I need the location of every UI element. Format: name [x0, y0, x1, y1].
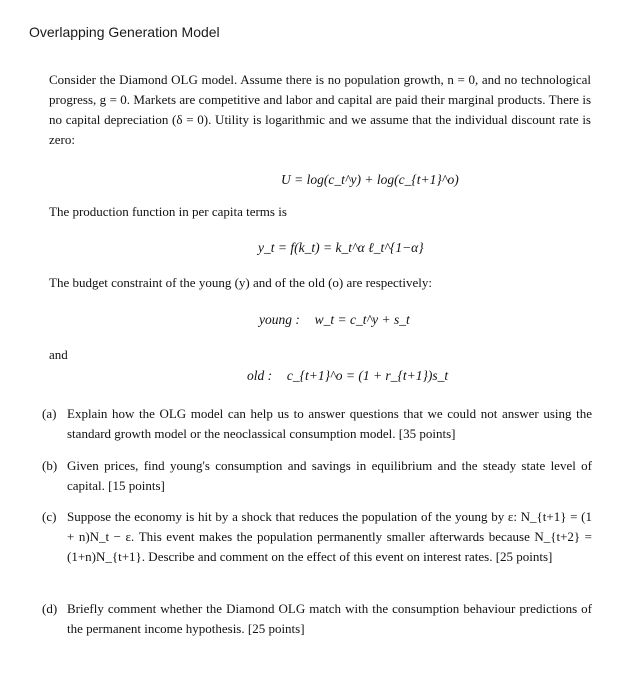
young-budget-equation — [259, 312, 410, 328]
old-label: old : — [247, 368, 273, 383]
question-a-text: Explain how the OLG model can help us to answer questions that we could not answer using the standard growth model or the neoclassical consumption model. [35 points] — [67, 406, 592, 441]
young-label: young : — [259, 312, 300, 327]
old-equation: c_{t+1}^o = (1 + r_{t+1})s_t — [286, 368, 449, 383]
question-c-text: Suppose the economy is hit by a shock that reduces the population of the young by ε: N_{t+1} = (1 + n)N_t − ε. This event makes the population permanently smaller afterwards because N_{t+2} = (1+n)N_{t+1}. Describe and comment on the effect of this event on interest rates. [25 points] — [67, 509, 592, 564]
question-d-tag: (d) — [42, 601, 58, 616]
page-title: Overlapping Generation Model — [29, 24, 220, 40]
question-c-tag: (c) — [42, 509, 57, 524]
budget-text: The budget constraint of the young (y) and of the old (o) are respectively: — [49, 275, 433, 290]
question-b-tag: (b) — [42, 458, 58, 473]
and-text: and — [49, 347, 68, 362]
question-b — [42, 456, 592, 496]
question-d — [42, 599, 592, 639]
young-equation: w_t = c_t^y + s_t — [314, 312, 410, 327]
utility-equation: U = log(c_t^y) + log(c_{t+1}^o) — [281, 172, 459, 187]
old-budget-equation — [247, 368, 448, 384]
production-equation: y_t = f(k_t) = k_t^α ℓ_t^{1−α} — [258, 240, 424, 255]
question-b-text: Given prices, find young's consumption and savings in equilibrium and the steady state level of capital. [15 points] — [67, 458, 592, 493]
intro-paragraph: Consider the Diamond OLG model. Assume there is no population growth, n = 0, and no technological progress, g = 0. Markets are competitive and labor and capital are paid their marginal products. There is no capital depreciation (δ = 0). Utility is logarithmic and we assume that the individual discount rate is zero: — [49, 72, 591, 147]
question-c — [42, 507, 592, 567]
question-a-tag: (a) — [42, 406, 57, 421]
production-text: The production function in per capita terms is — [49, 204, 287, 219]
question-a — [42, 404, 592, 444]
question-d-text: Briefly comment whether the Diamond OLG match with the consumption behaviour predictions of the permanent income hypothesis. [25 points] — [67, 601, 592, 636]
